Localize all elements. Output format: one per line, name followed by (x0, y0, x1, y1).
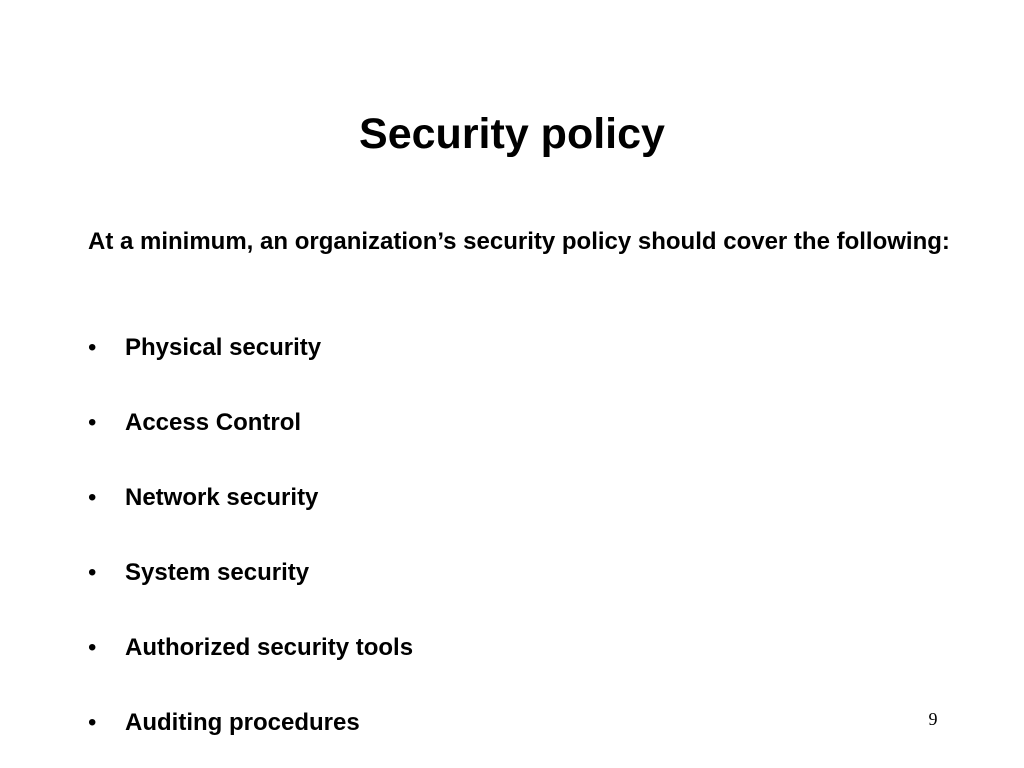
bullet-label: Network security (125, 484, 319, 511)
bullet-label: Authorized security tools (125, 634, 414, 661)
bullet-icon: • (88, 484, 97, 511)
intro-text: At a minimum, an organization’s security policy should cover the following: (88, 228, 950, 255)
bullet-item-system-security (88, 555, 948, 630)
bullet-list (88, 330, 948, 768)
bullet-item-physical-security (88, 330, 948, 405)
bullet-label: Access Control (125, 409, 302, 436)
bullet-item-auditing-procedures (88, 705, 948, 768)
page-number: 9 (928, 709, 938, 729)
bullet-label: Physical security (125, 334, 322, 361)
bullet-label: Auditing procedures (125, 709, 360, 736)
slide-title: Security policy (359, 110, 665, 158)
bullet-icon: • (88, 334, 97, 361)
bullet-icon: • (88, 634, 97, 661)
bullet-icon: • (88, 409, 97, 436)
bullet-label: System security (125, 559, 310, 586)
bullet-icon: • (88, 709, 97, 736)
bullet-item-authorized-security-tools (88, 630, 948, 705)
bullet-item-access-control (88, 405, 948, 480)
bullet-item-network-security (88, 480, 948, 555)
bullet-icon: • (88, 559, 97, 586)
